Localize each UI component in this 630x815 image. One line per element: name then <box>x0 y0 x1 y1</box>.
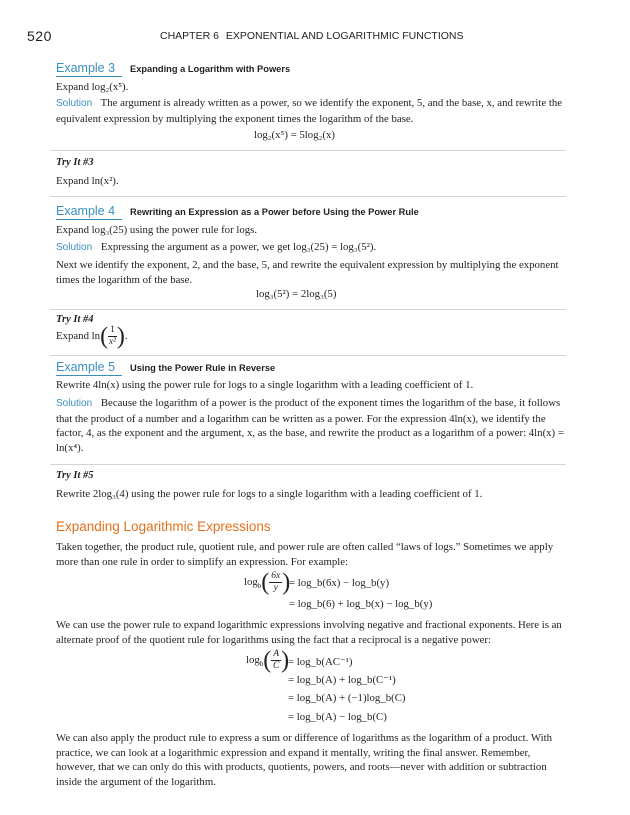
running-header <box>160 30 464 42</box>
left-paren: ( <box>261 569 270 596</box>
example-5-heading <box>56 360 275 376</box>
example-4-title: Rewriting an Expression as a Power before Using the Power Rule <box>130 207 419 217</box>
right-paren: ) <box>116 323 125 350</box>
equation-2-line-1: = log_b(AC⁻¹) <box>288 656 353 668</box>
divider <box>50 150 566 151</box>
fraction <box>271 649 281 672</box>
example-5-prompt: Rewrite 4ln(x) using the power rule for logs to a single logarithm with a leading coefficient of 1. <box>56 379 474 391</box>
divider <box>50 355 566 356</box>
example-3-tag: Example 3 <box>56 61 122 77</box>
solution-label: Solution <box>56 242 93 253</box>
equation-1-lhs <box>244 571 290 594</box>
chapter-label: CHAPTER 6 <box>160 30 219 42</box>
right-paren: ) <box>282 569 291 596</box>
equation-2-line-4: = log_b(A) − log_b(C) <box>288 711 387 723</box>
example-3-title: Expanding a Logarithm with Powers <box>130 64 291 74</box>
equation-1-line-2: = log_b(6) + log_b(x) − log_b(y) <box>289 598 433 610</box>
chapter-title: EXPONENTIAL AND LOGARITHMIC FUNCTIONS <box>225 30 464 42</box>
example-5-title: Using the Power Rule in Reverse <box>130 363 276 373</box>
right-paren: ) <box>281 647 290 674</box>
try-it-5-text: Rewrite 2log₃(4) using the power rule for logs to a single logarithm with a leading coefficient of 1. <box>56 488 483 500</box>
example-5-tag: Example 5 <box>56 360 122 376</box>
fraction <box>108 325 117 348</box>
example-3-heading <box>56 61 290 77</box>
try-it-5-label: Try It #5 <box>56 470 94 481</box>
divider <box>50 464 566 465</box>
example-4-solution <box>56 240 564 256</box>
example-3-equation: log₂(x⁵) = 5log₂(x) <box>254 129 335 141</box>
equation-2-line-3: = log_b(A) + (−1)log_b(C) <box>288 692 406 704</box>
left-paren: ( <box>100 323 109 350</box>
fraction-numerator: 6x <box>271 571 281 581</box>
example-3-prompt: Expand log₂(x⁵). <box>56 81 129 93</box>
example-4-heading <box>56 204 419 220</box>
try-it-4-prefix: Expand ln <box>56 330 101 342</box>
solution-label: Solution <box>56 398 93 409</box>
example-5-solution <box>56 396 564 455</box>
example-4-equation: log₃(5²) = 2log₃(5) <box>256 288 337 300</box>
equation-2-line-2: = log_b(A) + log_b(C⁻¹) <box>288 674 396 686</box>
example-4-prompt: Expand log₃(25) using the power rule for logs. <box>56 224 258 236</box>
page-number: 520 <box>27 28 52 44</box>
equation-2-lhs <box>246 649 289 672</box>
solution-text: Expressing the argument as a power, we get log₃(25) = log₃(5²). <box>100 241 377 253</box>
try-it-3-text: Expand ln(x²). <box>56 175 119 187</box>
equation-1-line-1: = log_b(6x) − log_b(y) <box>289 577 390 589</box>
fraction-numerator: A <box>273 649 280 659</box>
log-base: b <box>257 582 262 591</box>
try-it-4-suffix: . <box>124 330 128 342</box>
try-it-3-label: Try It #3 <box>56 157 94 168</box>
section-heading: Expanding Logarithmic Expressions <box>56 519 271 534</box>
example-4-tag: Example 4 <box>56 204 122 220</box>
solution-label: Solution <box>56 98 93 109</box>
fraction <box>269 571 282 594</box>
solution-text: Because the logarithm of a power is the product of the exponent times the logarithm of the base, it follows that the product of a number and a logarithm can be written as a power. For the expression 4ln(x), we identify the factor, 4, as the exponent and the argument, x, as the base, and rewrite the product as a logarithm of a power: 4ln(x) = ln(x⁴). <box>56 397 564 454</box>
example-4-explanation: Next we identify the exponent, 2, and the base, 5, and rewrite the equivalent expression by multiplying the exponent times the logarithm of the base. <box>56 259 559 286</box>
section-paragraph-3: We can also apply the product rule to express a sum or difference of logarithms as the logarithm of a product. With practice, we can look at a logarithmic expression and expand it mentally, writing the final answer. Remember, however, that we can only do this with products, quotients, powers, and roots—never with addition or subtraction inside the argument of the logarithm. <box>56 732 553 788</box>
fraction-denominator: y <box>273 583 278 593</box>
solution-text: The argument is already written as a power, so we identify the exponent, 5, and the base, x, and rewrite the equivalent expression by multiplying the exponent times the logarithm of the base. <box>56 97 563 125</box>
fraction-numerator: 1 <box>110 325 115 336</box>
log-text: log <box>246 653 260 666</box>
log-base: b <box>259 660 264 669</box>
divider <box>50 196 566 197</box>
section-paragraph-1: Taken together, the product rule, quotient rule, and power rule are often called “laws of logs.” Sometimes we apply more than one rule in order to simplify an expression. For example: <box>56 541 554 568</box>
try-it-4-label: Try It #4 <box>56 314 94 325</box>
left-paren: ( <box>263 647 272 674</box>
log-text: log <box>244 575 258 588</box>
fraction-denominator: C <box>273 661 280 671</box>
try-it-4-text <box>56 324 564 348</box>
divider <box>50 309 566 310</box>
example-3-solution <box>56 96 564 126</box>
fraction-denominator: x² <box>108 337 116 348</box>
section-paragraph-2: We can use the power rule to expand logarithmic expressions involving negative and fractional exponents. Here is an alternate proof of the quotient rule for logarithms using the fact that a reciprocal is a negative power: <box>56 619 562 646</box>
